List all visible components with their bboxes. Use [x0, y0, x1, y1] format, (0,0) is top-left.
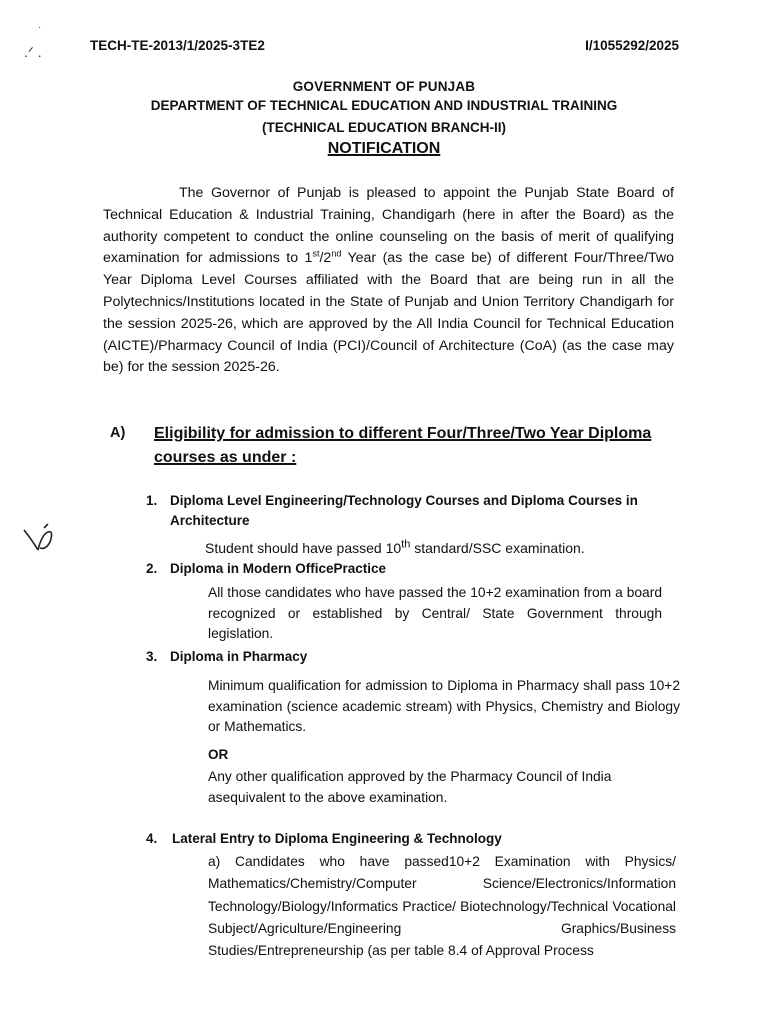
item-number: 1. [146, 493, 158, 508]
item-title: Diploma Level Engineering/Technology Courses and Diploma Courses in Architecture [170, 493, 638, 528]
intro-paragraph: The Governor of Punjab is pleased to appoint the Punjab State Board of Technical Education & Industrial Training, Chandigarh (here in after the Board) as the authority competent to conduct the online counseling on the basis of merit of qualifying examination for admissions to 1st/2nd Year (as the case be) of different Four/Three/Two Year Diploma Level Courses affiliated with the Board that are being run in all the Polytechnics/Institutions located in the State of Punjab and Union Territory Chandigarh for the session 2025-26, which are approved by the All India Council for Technical Education (AICTE)/Pharmacy Council of India (PCI)/Council of Architecture (CoA) (as the case may be) for the session 2025-26. [103, 185, 675, 376]
item-title: Diploma in Pharmacy [170, 649, 308, 664]
file-reference: TECH-TE-2013/1/2025-3TE2 [90, 38, 265, 53]
item-text: Minimum qualification for admission to Diploma in Pharmacy shall pass 10+2 examination (science academic stream) with Physics, Chemistry and Biology or Mathematics. [208, 678, 680, 734]
receipt-number: I/1055292/2025 [585, 38, 679, 53]
item-text: Any other qualification approved by the Pharmacy Council of India asequivalent to the above examination. [208, 769, 612, 805]
scan-mark: · [38, 22, 42, 33]
government-heading: GOVERNMENT OF PUNJAB [292, 79, 476, 94]
item-title: Lateral Entry to Diploma Engineering & Technology [172, 831, 502, 846]
item-text: All those candidates who have passed the 10+2 examination from a board recognized or established by Central/ State Government through legislation. [208, 585, 662, 641]
or-label: OR [208, 747, 229, 762]
item-number: 3. [146, 649, 158, 664]
branch-heading: (TECHNICAL EDUCATION BRANCH-II) [262, 120, 506, 135]
department-heading: DEPARTMENT OF TECHNICAL EDUCATION AND INDUSTRIAL TRAINING [150, 98, 618, 113]
item-number: 4. [146, 831, 158, 846]
item-title: Diploma in Modern OfficePractice [170, 561, 387, 576]
section-label: A) [110, 425, 126, 441]
section-title: Eligibility for admission to different Four/Three/Two Year Diploma courses as under : [154, 425, 652, 466]
item-number: 2. [146, 561, 158, 576]
notification-heading: NOTIFICATION [327, 140, 441, 157]
item-text: Student should have passed 10th standard/SSC examination. [205, 538, 585, 556]
item-text: a) Candidates who have passed10+2 Examination with Physics/ Mathematics/Chemistry/Computer Science/Electronics/Information Technology/Biology/Informatics Practice/ Biotechnology/Technical Vocational Subject/Agriculture/Engineering Graphics/Business Studies/Entrepreneurship (as per table 8.4 of Approval Process [208, 854, 676, 959]
handwritten-initial [18, 520, 60, 560]
scan-mark: .ᐟ . [24, 44, 42, 60]
